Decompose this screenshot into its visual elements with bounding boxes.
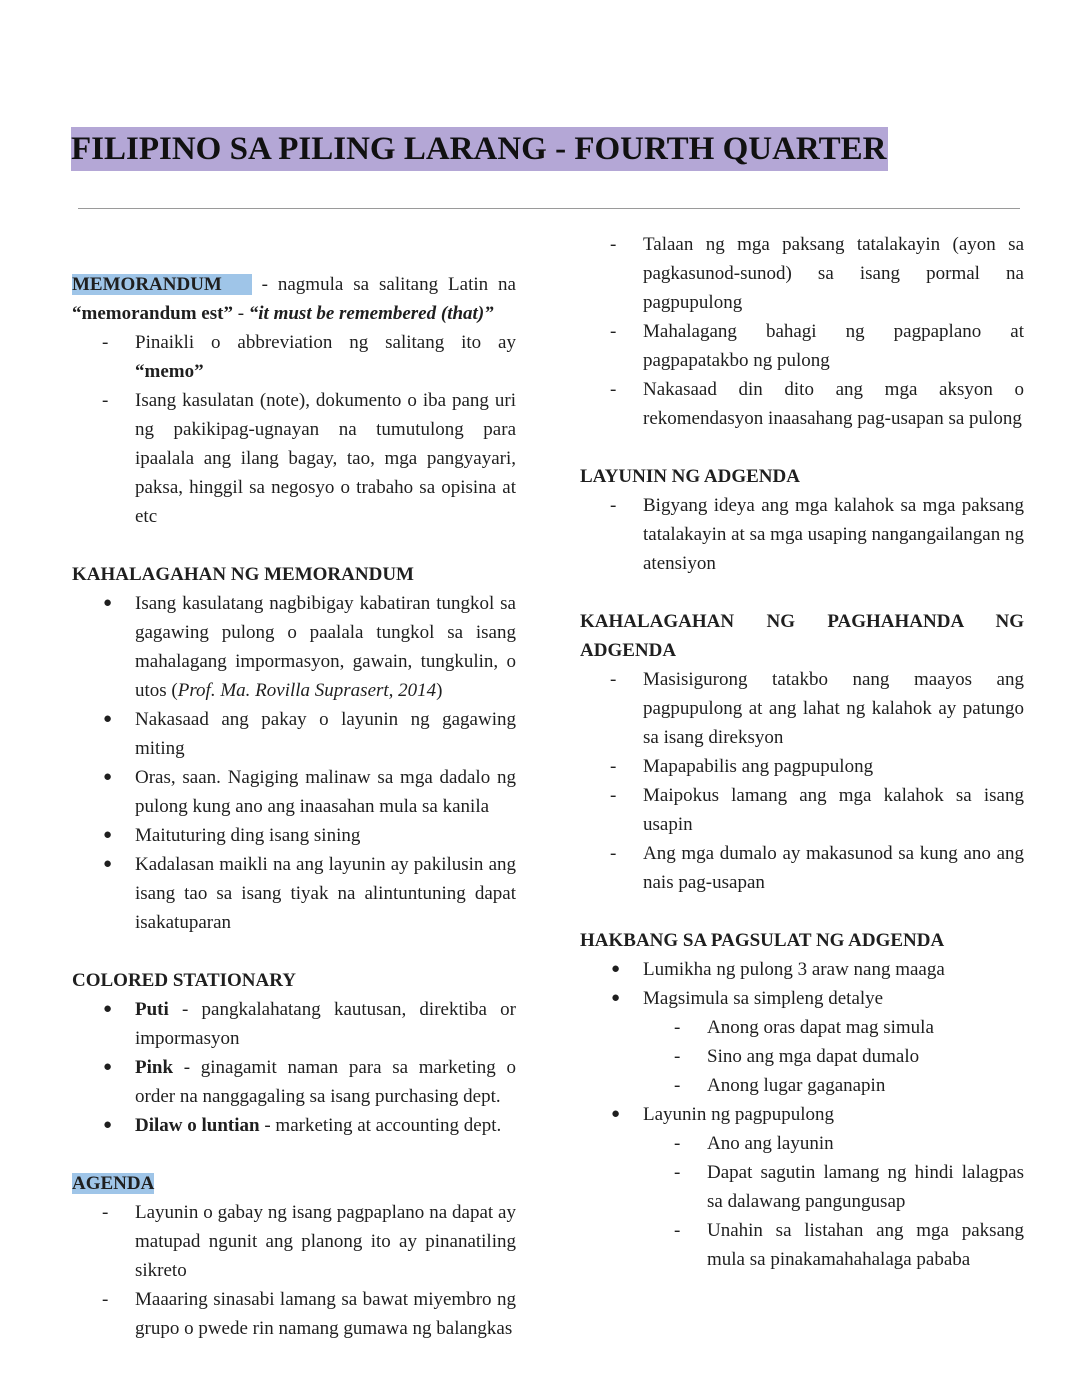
sub-list-item: - Unahin sa listahan ang mga paksang mula sa pinakamahahalaga pababa — [580, 1216, 1024, 1274]
list-item: ● Oras, saan. Nagiging malinaw sa mga dadalo ng pulong kung ano ang inaasahan mula sa kanila — [72, 763, 516, 821]
section-heading: COLORED STATIONARY — [72, 970, 297, 991]
bullet-marker: ● — [611, 990, 621, 1006]
dash-marker: - — [102, 332, 109, 353]
list-item: ● Pink - ginagamit naman para sa marketing o order na nanggagaling sa isang purchasing dept. — [72, 1053, 516, 1111]
list-item: ● Maituturing ding isang sining — [72, 821, 516, 850]
dash-marker: - — [610, 321, 617, 342]
left-column — [72, 230, 516, 1343]
horizontal-divider — [78, 208, 1020, 209]
bullet-marker: ● — [103, 827, 113, 843]
list-item: - Maipokus lamang ang mga kalahok sa isang usapin — [580, 781, 1024, 839]
memorandum-item: - Isang kasulatan (note), dokumento o iba pang uri ng pakikipag-ugnayan na tumutulong para ipaalala ang ilang bagay, tao, mga pangyayari, paksa, hinggil sa negosyo o trabaho sa opisina at etc — [72, 386, 516, 531]
dash-marker: - — [674, 1075, 681, 1096]
list-item: - Ang mga dumalo ay makasunod sa kung ano ang nais pag-usapan — [580, 839, 1024, 897]
document-title: FILIPINO SA PILING LARANG - FOURTH QUARTER — [71, 127, 888, 171]
list-item: - Maaaring sinasabi lamang sa bawat miyembro ng grupo o pwede rin namang gumawa ng balangkas — [72, 1285, 516, 1343]
dash-marker: - — [102, 390, 109, 411]
list-item: - Mahalagang bahagi ng pagpaplano at pagpapatakbo ng pulong — [580, 317, 1024, 375]
list-item: ● Nakasaad ang pakay o layunin ng gagawing miting — [72, 705, 516, 763]
dash-marker: - — [674, 1162, 681, 1183]
dash-marker: - — [102, 1202, 109, 1223]
memorandum-item: - Pinaikli o abbreviation ng salitang ito ay “memo” — [72, 328, 516, 386]
dash-marker: - — [610, 785, 617, 806]
dash-marker: - — [610, 669, 617, 690]
sub-list-item: - Dapat sagutin lamang ng hindi lalagpas sa dalawang pangungusap — [580, 1158, 1024, 1216]
bullet-marker: ● — [103, 1059, 113, 1075]
list-item: ● Magsimula sa simpleng detalye — [580, 984, 1024, 1013]
bullet-marker: ● — [103, 711, 113, 727]
dash-marker: - — [610, 234, 617, 255]
dash-marker: - — [610, 843, 617, 864]
memorandum-intro: MEMORANDUM - nagmula sa salitang Latin na — [72, 274, 516, 295]
list-item: ● Kadalasan maikli na ang layunin ay pakilusin ang isang tao sa isang tiyak na alintuntuning dapat isakatuparan — [72, 850, 516, 937]
bullet-marker: ● — [103, 856, 113, 872]
bullet-marker: ● — [103, 595, 113, 611]
section-heading: HAKBANG SA PAGSULAT NG ADGENDA — [580, 930, 945, 951]
sub-list-item: - Anong lugar gaganapin — [580, 1071, 1024, 1100]
bullet-marker: ● — [103, 769, 113, 785]
dash-marker: - — [674, 1046, 681, 1067]
bullet-marker: ● — [611, 1106, 621, 1122]
memorandum-latin-line: “memorandum est” - “it must be remembered (that)” — [72, 303, 494, 324]
section-heading: AGENDA — [72, 1173, 155, 1194]
right-column — [580, 230, 1024, 1274]
dash-marker: - — [674, 1133, 681, 1154]
bullet-marker: ● — [611, 961, 621, 977]
list-item: ● Lumikha ng pulong 3 araw nang maaga — [580, 955, 1024, 984]
bullet-marker: ● — [103, 1117, 113, 1133]
sub-list-item: - Ano ang layunin — [580, 1129, 1024, 1158]
dash-marker: - — [674, 1220, 681, 1241]
section-heading: LAYUNIN NG ADGENDA — [580, 466, 800, 487]
list-item: - Bigyang ideya ang mga kalahok sa mga paksang tatalakayin at sa mga usaping nangangailangan ng atensiyon — [580, 491, 1024, 578]
section-heading: KAHALAGAHAN NG PAGHAHANDA NG — [580, 611, 1024, 632]
bullet-marker: ● — [103, 1001, 113, 1017]
list-item: - Nakasaad din dito ang mga aksyon o rekomendasyon inaasahang pag-usapan sa pulong — [580, 375, 1024, 433]
dash-marker: - — [610, 756, 617, 777]
citation: Prof. Ma. Rovilla Suprasert, 2014 — [177, 680, 437, 701]
memorandum-heading: MEMORANDUM — [72, 274, 222, 295]
section-heading: KAHALAGAHAN NG MEMORANDUM — [72, 564, 414, 585]
dash-marker: - — [102, 1289, 109, 1310]
list-item: - Mapapabilis ang pagpupulong — [580, 752, 1024, 781]
list-item: ● Isang kasulatang nagbibigay kabatiran tungkol sa gagawing pulong o paalala tungkol sa isang mahalagang impormasyon, gawain, tungkulin, o utos (Prof. Ma. Rovilla Suprasert, 2014) — [72, 589, 516, 705]
list-item: - Masisigurong tatakbo nang maayos ang pagpupulong at ang lahat ng kalahok ay patungo sa isang direksyon — [580, 665, 1024, 752]
dash-marker: - — [610, 379, 617, 400]
list-item: ● Layunin ng pagpupulong — [580, 1100, 1024, 1129]
list-item: ● Dilaw o luntian - marketing at accounting dept. — [72, 1111, 516, 1140]
list-item: - Talaan ng mga paksang tatalakayin (ayon sa pagkasunod-sunod) sa isang pormal na pagpupulong — [580, 230, 1024, 317]
section-heading-cont: ADGENDA — [580, 640, 677, 661]
list-item: ● Puti - pangkalahatang kautusan, direktiba or impormasyon — [72, 995, 516, 1053]
sub-list-item: - Sino ang mga dapat dumalo — [580, 1042, 1024, 1071]
dash-marker: - — [610, 495, 617, 516]
dash-marker: - — [674, 1017, 681, 1038]
list-item: - Layunin o gabay ng isang pagpaplano na dapat ay matupad ngunit ang planong ito ay pinanatiling sikreto — [72, 1198, 516, 1285]
sub-list-item: - Anong oras dapat mag simula — [580, 1013, 1024, 1042]
